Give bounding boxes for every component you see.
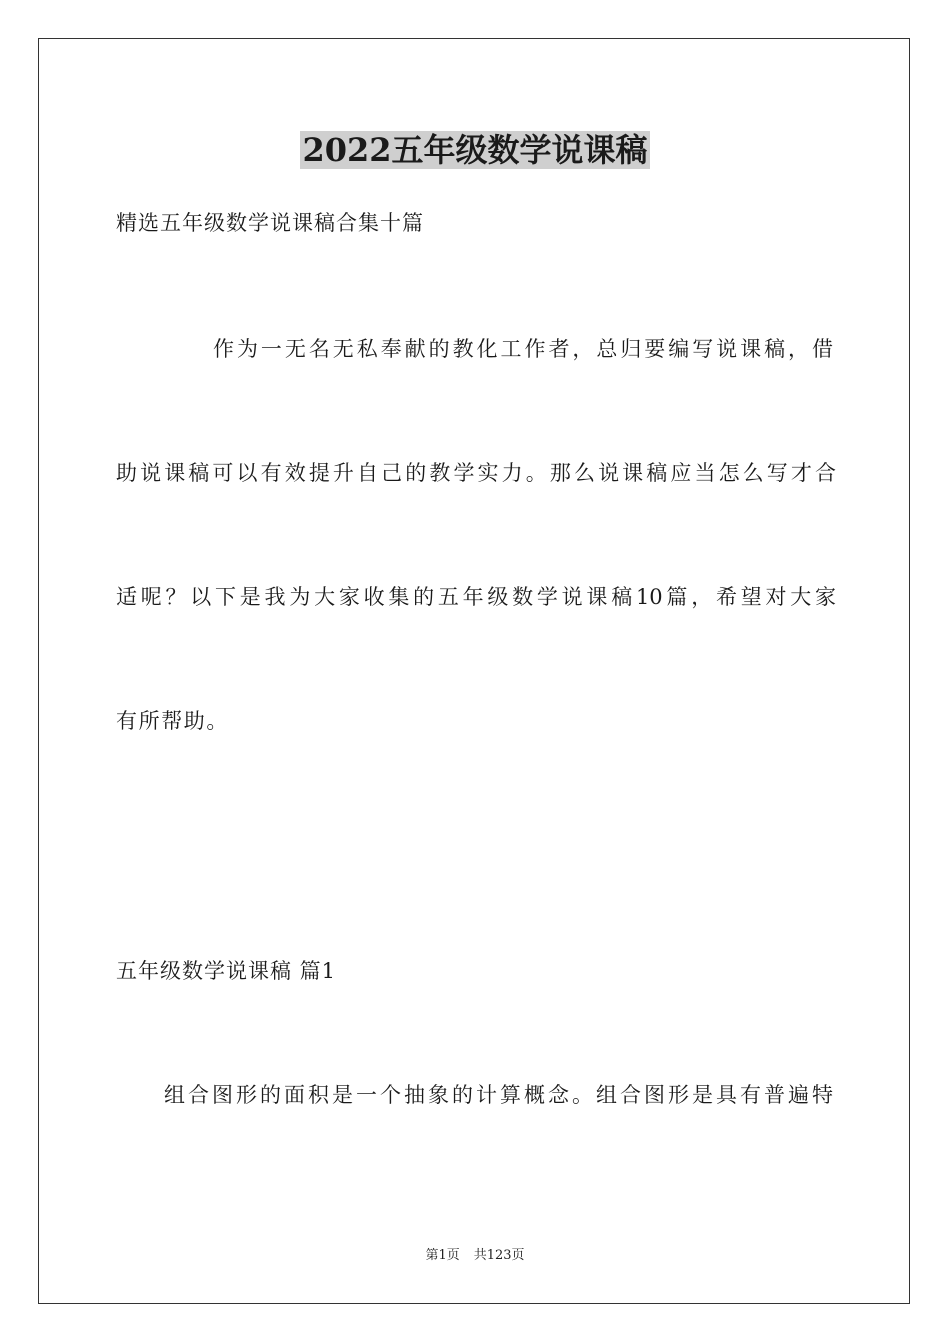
intro-line-4: 有所帮助。 [116,709,229,733]
intro-line-1: 作为一无名无私奉献的教化工作者，总归要编写说课稿，借 [213,337,833,361]
page-number: 第1页 [425,1248,460,1263]
document-subtitle: 精选五年级数学说课稿合集十篇 [116,211,424,235]
intro-line-2: 助说课稿可以有效提升自己的教学实力。那么说课稿应当怎么写才合 [116,461,836,485]
page-total: 共123页 [473,1248,525,1263]
page-footer [0,1247,950,1265]
document-title-text: 2022五年级数学说课稿 [302,131,648,169]
document-title [0,128,950,172]
section-paragraph-line-1: 组合图形的面积是一个抽象的计算概念。组合图形是具有普遍特 [164,1083,833,1107]
intro-line-3: 适呢？以下是我为大家收集的五年级数学说课稿10篇，希望对大家 [116,585,836,609]
section-heading: 五年级数学说课稿 篇1 [116,959,337,983]
